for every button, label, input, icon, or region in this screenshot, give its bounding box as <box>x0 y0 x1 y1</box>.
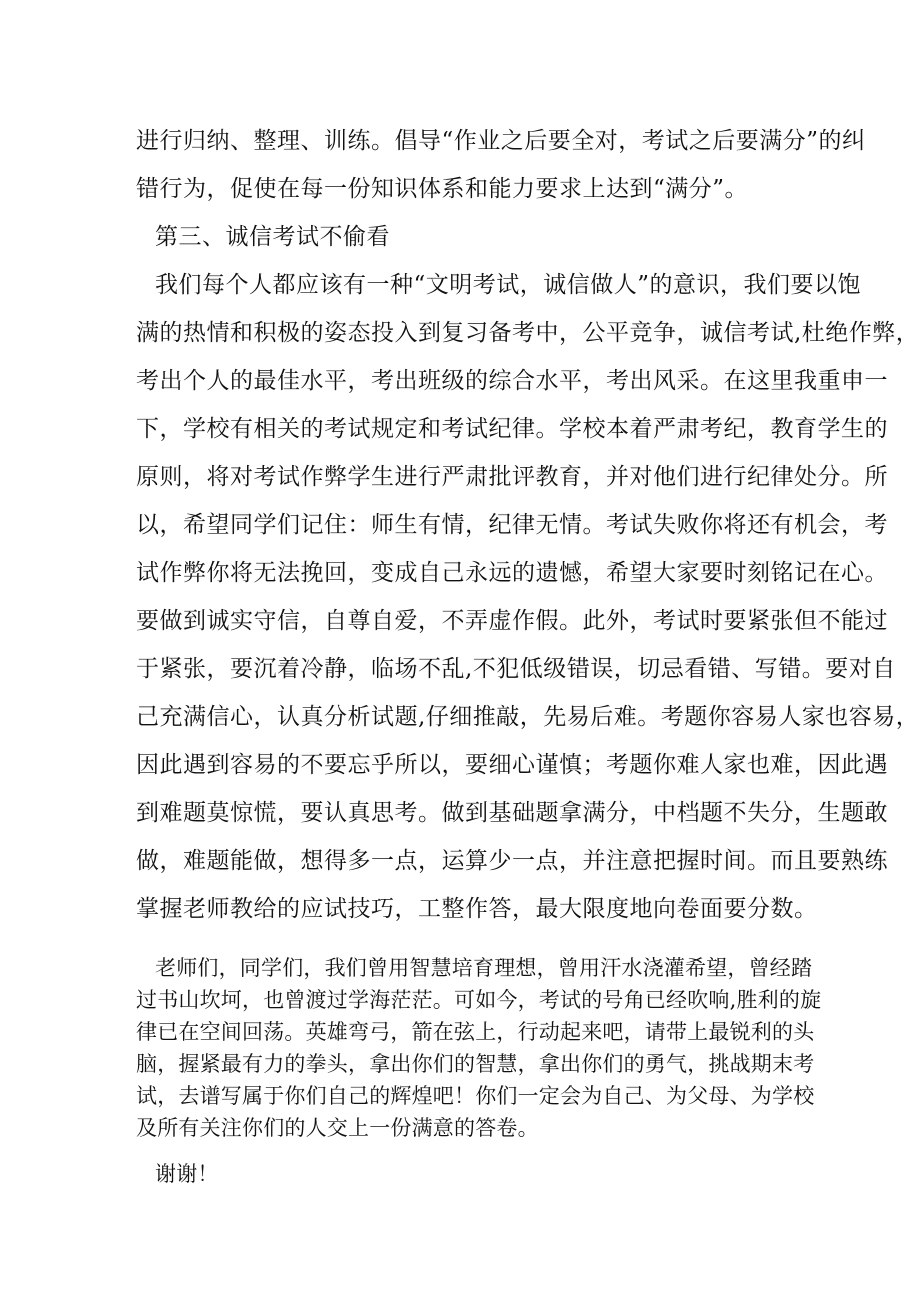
paragraph-3-line-5: 试，去谱写属于你们自己的辉煌吧！你们一定会为自己、为父母、为学校 <box>136 1084 815 1108</box>
paragraph-3-line-1: 老师们，同学们，我们曾用智慧培育理想，曾用汗水浇灌希望，曾经踏 <box>155 956 813 980</box>
paragraph-2-line-14: 掌握老师教给的应试技巧，工整作答，最大限度地向卷面要分数。 <box>136 896 818 922</box>
paragraph-2-line-12: 到难题莫惊慌，要认真思考。做到基础题拿满分，中档题不失分，生题敢 <box>136 800 888 826</box>
paragraph-2-line-10: 己充满信心，认真分析试题,仔细推敲，先易后难。考题你容易人家也容易， <box>136 704 920 730</box>
closing-thanks: 谢谢！ <box>155 1162 219 1186</box>
paragraph-1-line-1: 进行归纳、整理、训练。倡导“作业之后要全对，考试之后要满分”的纠 <box>136 128 866 154</box>
paragraph-2-line-4: 下，学校有相关的考试规定和考试纪律。学校本着严肃考纪，教育学生的 <box>136 416 888 442</box>
paragraph-3-line-3: 律已在空间回荡。英雄弯弓，箭在弦上，行动起来吧，请带上最锐利的头 <box>136 1020 815 1044</box>
paragraph-2-line-1: 我们每个人都应该有一种“文明考试，诚信做人”的意识，我们要以饱 <box>155 272 862 298</box>
paragraph-3-line-4: 脑，握紧最有力的拳头，拿出你们的智慧，拿出你们的勇气，挑战期末考 <box>136 1052 815 1076</box>
paragraph-2-line-13: 做，难题能做，想得多一点，运算少一点，并注意把握时间。而且要熟练 <box>136 848 888 874</box>
paragraph-2-line-2: 满的热情和积极的姿态投入到复习备考中，公平竞争，诚信考试,杜绝作弊， <box>136 320 920 346</box>
paragraph-3-line-2: 过书山坎坷，也曾渡过学海茫茫。可如今，考试的号角已经吹响,胜利的旋 <box>136 988 822 1012</box>
paragraph-2-line-7: 试作弊你将无法挽回，变成自己永远的遗憾，希望大家要时刻铭记在心。 <box>136 560 888 586</box>
paragraph-2-line-9: 于紧张，要沉着冷静，临场不乱,不犯低级错误，切忌看错、写错。要对自 <box>136 656 896 682</box>
paragraph-2-line-6: 以，希望同学们记住：师生有情，纪律无情。考试失败你将还有机会，考 <box>136 512 888 538</box>
paragraph-2-line-5: 原则，将对考试作弊学生进行严肃批评教育，并对他们进行纪律处分。所 <box>136 464 888 490</box>
section-heading: 第三、诚信考试不偷看 <box>155 224 390 250</box>
paragraph-2-line-11: 因此遇到容易的不要忘乎所以，要细心谨慎；考题你难人家也难，因此遇 <box>136 752 888 778</box>
paragraph-2-line-8: 要做到诚实守信，自尊自爱，不弄虚作假。此外，考试时要紧张但不能过 <box>136 608 888 634</box>
paragraph-3-line-6: 及所有关注你们的人交上一份满意的答卷。 <box>136 1116 539 1140</box>
paragraph-2-line-3: 考出个人的最佳水平，考出班级的综合水平，考出风采。在这里我重申一 <box>136 368 888 394</box>
paragraph-1-line-2: 错行为，促使在每一份知识体系和能力要求上达到“满分”。 <box>136 176 749 202</box>
